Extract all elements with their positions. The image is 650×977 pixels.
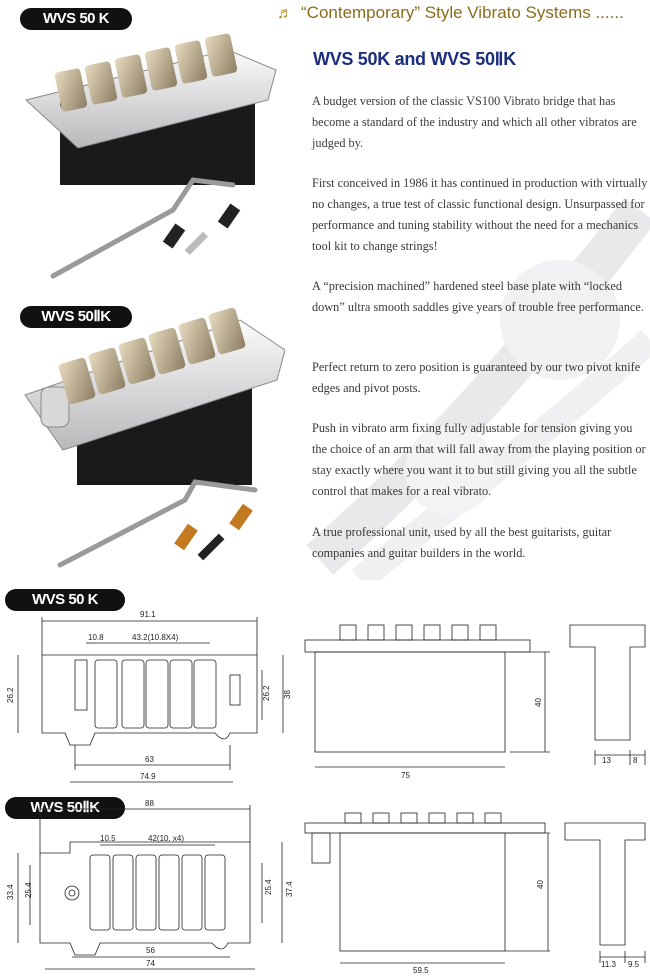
dim1-base-width: 74.9 bbox=[140, 772, 156, 781]
technical-drawing-wvs50iik bbox=[0, 795, 650, 975]
dim2-side-width: 59.5 bbox=[413, 966, 429, 975]
dim2-end-width-b: 9.5 bbox=[628, 960, 640, 969]
background-guitar-artwork bbox=[300, 90, 650, 580]
header-text: “Contemporary” Style Vibrato Systems ...... bbox=[301, 3, 624, 22]
dim2-saddle-spacing: 42(10. x4) bbox=[148, 834, 185, 843]
product-title: WVS 50K and WVS 50ⅡK bbox=[313, 49, 516, 69]
paragraph-4: Perfect return to zero position is guaranteed by our two pivot knife edges and pivot posts. bbox=[312, 360, 641, 395]
dim2-right-height-outer: 37.4 bbox=[285, 881, 294, 897]
model-label-drawing2: WVS 50ⅡK bbox=[5, 797, 125, 819]
dim1-top-width: 91.1 bbox=[140, 610, 156, 619]
dim2-top-width: 88 bbox=[145, 799, 154, 808]
dim2-left-height-outer: 33.4 bbox=[6, 884, 15, 900]
dim2-side-depth: 40 bbox=[536, 880, 545, 889]
dim1-saddle-spacing: 43.2(10.8X4) bbox=[132, 633, 179, 642]
dim2-post-spacing: 56 bbox=[146, 946, 155, 955]
model-label-mid: WVS 50ⅡK bbox=[20, 306, 132, 328]
dim1-end-width-a: 13 bbox=[602, 756, 611, 765]
dim2-left-height-inner: 25.4 bbox=[24, 882, 33, 898]
dim1-post-spacing: 63 bbox=[145, 755, 154, 764]
paragraph-5: Push in vibrato arm fixing fully adjustable for tension giving you the choice of an arm that will fall away from the playing position or stay exactly where you want it to but still giving you all the subtle control that makes for a real vibrato. bbox=[312, 421, 646, 498]
dim2-base-width: 74 bbox=[146, 959, 155, 968]
product-photo-wvs50iik bbox=[15, 300, 285, 580]
dim1-left-height: 26.2 bbox=[6, 687, 15, 703]
dim2-saddle-offset: 10.5 bbox=[100, 834, 116, 843]
model-label-drawing1: WVS 50 K bbox=[5, 589, 125, 611]
dim1-end-width-b: 8 bbox=[633, 756, 638, 765]
paragraph-1: A budget version of the classic VS100 Vibrato bridge that has become a standard of the industry and which all other vibratos are judged by. bbox=[312, 94, 637, 150]
paragraph-3: A “precision machined” hardened steel base plate with “locked down” ultra smooth saddles give years of trouble free performance. bbox=[312, 279, 644, 314]
product-photo-wvs50k bbox=[18, 30, 283, 280]
paragraph-2: First conceived in 1986 it has continued in production with virtually no changes, a true test of classic functional design. Unsurpassed for performance and tuning stability without the need for a mechanics tool kit to change strings! bbox=[312, 176, 648, 253]
dim1-right-height-inner: 26.2 bbox=[262, 685, 271, 701]
dim1-side-width: 75 bbox=[401, 771, 410, 780]
dim1-side-depth: 40 bbox=[534, 698, 543, 707]
model-label-top: WVS 50 K bbox=[20, 8, 132, 30]
dim2-end-width-a: 11.3 bbox=[601, 960, 616, 969]
dim2-right-height-inner: 25.4 bbox=[264, 879, 273, 895]
dim1-right-height-outer: 38 bbox=[283, 690, 292, 699]
paragraph-6: A true professional unit, used by all the best guitarists, guitar companies and guitar builders in the world. bbox=[312, 525, 612, 560]
technical-drawing-wvs50k bbox=[0, 605, 650, 790]
dim1-saddle-offset: 10.8 bbox=[88, 633, 104, 642]
music-note-icon: ♬ bbox=[277, 5, 293, 22]
page-header bbox=[277, 3, 649, 25]
